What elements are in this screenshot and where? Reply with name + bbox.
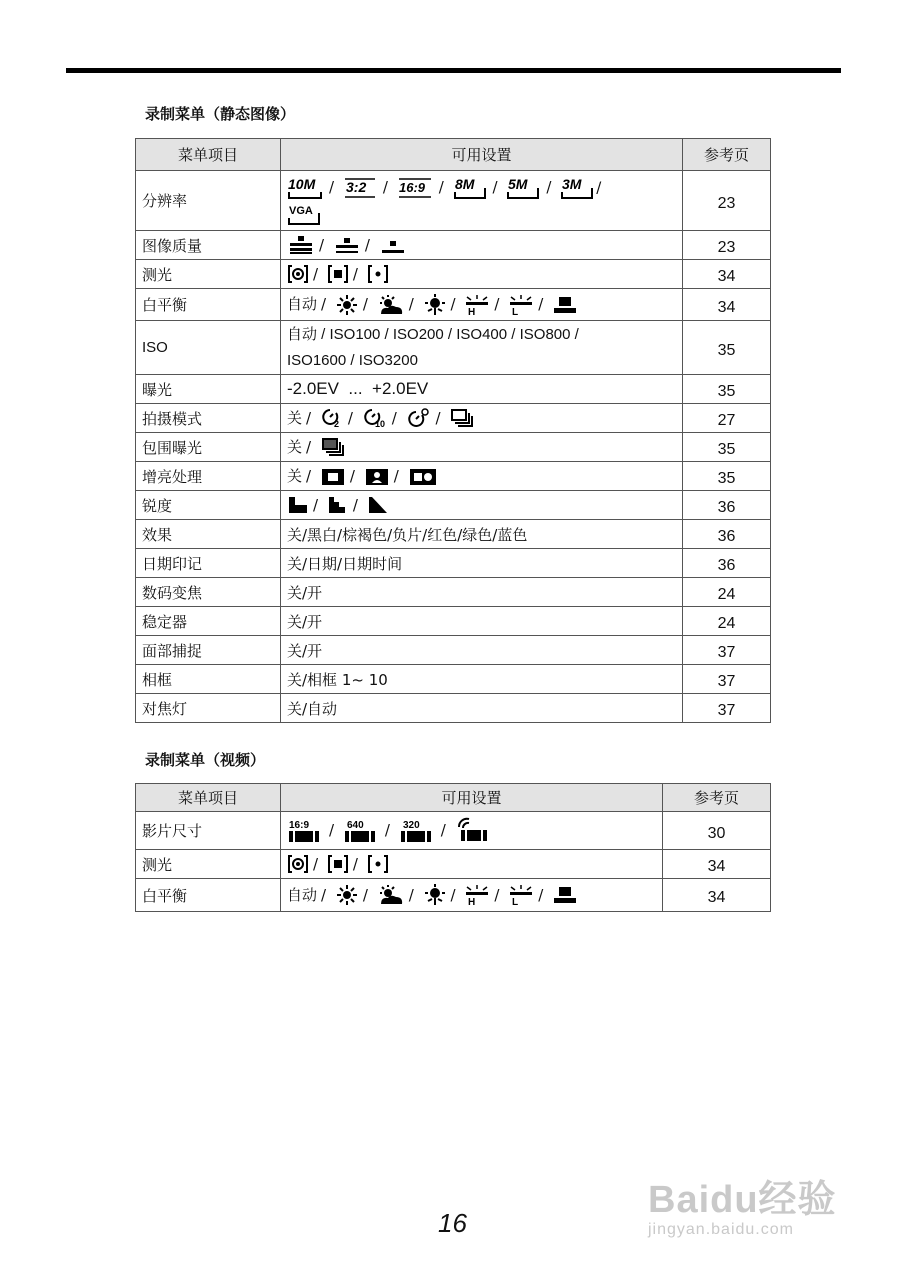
res-5m-icon <box>506 176 542 200</box>
wb-custom-icon <box>552 884 578 906</box>
page-ref: 37 <box>683 694 771 723</box>
res-label: 3M <box>562 175 582 192</box>
drive-off: 关 <box>287 408 303 427</box>
wb-fluorescent-l-icon <box>464 294 490 316</box>
wb-auto: 自动 <box>287 885 318 904</box>
table-row <box>136 636 771 665</box>
page-ref: 34 <box>663 850 771 879</box>
still-menu-table <box>135 138 771 723</box>
table-row <box>136 462 771 491</box>
page-ref: 34 <box>663 879 771 912</box>
movie-size-options: 16:9 / 640 / 320 / <box>281 812 663 850</box>
page-ref: 35 <box>683 433 771 462</box>
iso-options <box>281 321 683 375</box>
svg-text:2: 2 <box>333 419 339 430</box>
sharpness-normal-icon <box>327 495 349 515</box>
table-row <box>136 879 771 912</box>
enhance-options: 关 / / / <box>281 462 683 491</box>
item-name: 分辨率 <box>136 171 281 231</box>
section-title-video: 录制菜单（视频） <box>145 751 266 769</box>
page-ref: 36 <box>683 549 771 578</box>
wb-auto: 自动 <box>287 295 318 314</box>
table-row <box>136 578 771 607</box>
section-title-still: 录制菜单（静态图像） <box>145 105 296 123</box>
movie-640-icon <box>343 818 381 844</box>
table-row <box>136 433 771 462</box>
item-name: 数码变焦 <box>136 578 281 607</box>
table-row <box>136 520 771 549</box>
quality-superfine-icon <box>287 235 315 255</box>
wb-options: 自动 / / / / H / L / <box>281 289 683 321</box>
item-name: 曝光 <box>136 375 281 404</box>
enhance-frame-icon <box>320 467 346 487</box>
wb-fluorescent-l-icon <box>464 884 490 906</box>
res-label: VGA <box>289 204 313 217</box>
res-10m-icon <box>287 176 325 200</box>
res-vga-icon <box>287 200 325 226</box>
page-ref: 27 <box>683 404 771 433</box>
item-name: 拍摄模式 <box>136 404 281 433</box>
res-3m-icon <box>560 176 596 200</box>
table-row <box>136 549 771 578</box>
drive-options: 关 / 2 / 10 / / <box>281 404 683 433</box>
metering-multi-icon <box>287 264 309 284</box>
res-8m-icon <box>453 176 489 200</box>
res-label: 16:9 <box>398 179 425 195</box>
quality-fine-icon <box>333 235 361 255</box>
page-ref: 23 <box>683 171 771 231</box>
metering-spot-icon <box>367 854 389 874</box>
item-name: 日期印记 <box>136 549 281 578</box>
face-capture-options: 关/开 <box>281 636 683 665</box>
movie-size-label: 16:9 <box>289 819 310 831</box>
header-page: 参考页 <box>663 784 771 812</box>
table-row <box>136 231 771 260</box>
bracket-options: 关 / <box>281 433 683 462</box>
stabilizer-options: 关/开 <box>281 607 683 636</box>
enhance-scene-icon <box>408 467 438 487</box>
item-name: 效果 <box>136 520 281 549</box>
resolution-options: 10M / 3:2 / 16:9 / 8M / 5M / 3M / VGA <box>281 171 683 231</box>
res-3-2-icon <box>343 176 379 200</box>
page-ref: 23 <box>683 231 771 260</box>
item-name: 稳定器 <box>136 607 281 636</box>
page-ref: 36 <box>683 491 771 520</box>
wb-cloudy-icon <box>377 884 405 906</box>
iso-line-1: 自动 / ISO100 / ISO200 / ISO400 / ISO800 / <box>287 325 579 343</box>
sharpness-soft-icon <box>287 495 309 515</box>
timer-2s-icon <box>320 407 344 429</box>
table-header <box>136 784 771 812</box>
metering-center-icon <box>327 854 349 874</box>
table-row <box>136 289 771 321</box>
table-row <box>136 607 771 636</box>
item-name: 包围曝光 <box>136 433 281 462</box>
metering-center-icon <box>327 264 349 284</box>
table-row <box>136 375 771 404</box>
wb-daylight-icon <box>335 884 359 906</box>
digital-zoom-options: 关/开 <box>281 578 683 607</box>
movie-wireless-icon <box>455 817 493 845</box>
video-metering-options: / / <box>281 850 663 879</box>
page-ref: 35 <box>683 321 771 375</box>
bracket-off: 关 <box>287 437 303 456</box>
af-lamp-options: 关/自动 <box>281 694 683 723</box>
quality-options: / / <box>281 231 683 260</box>
svg-text:10: 10 <box>374 419 385 430</box>
table-row <box>136 665 771 694</box>
item-name: 锐度 <box>136 491 281 520</box>
auto-bracket-icon <box>320 436 346 458</box>
item-name: ISO <box>136 321 281 375</box>
table-row <box>136 491 771 520</box>
res-16-9-icon <box>397 176 435 200</box>
metering-options: / / <box>281 260 683 289</box>
svg-text:L: L <box>512 306 519 316</box>
header-settings: 可用设置 <box>281 784 663 812</box>
item-name: 图像质量 <box>136 231 281 260</box>
wb-fluorescent-h-icon <box>423 884 447 906</box>
page-ref: 24 <box>683 578 771 607</box>
page-ref: 36 <box>683 520 771 549</box>
timer-double-icon <box>406 407 432 429</box>
frame-options: 关/相框 1~ 10 <box>281 665 683 694</box>
table-row <box>136 260 771 289</box>
enhance-off: 关 <box>287 467 303 486</box>
page-ref: 35 <box>683 462 771 491</box>
effect-options: 关/黑白/棕褐色/负片/红色/绿色/蓝色 <box>281 520 683 549</box>
wb-daylight-icon <box>335 294 359 316</box>
metering-spot-icon <box>367 264 389 284</box>
movie-320-icon <box>399 818 437 844</box>
svg-text:H: H <box>468 306 476 316</box>
movie-size-label: 640 <box>346 819 364 831</box>
header-item: 菜单项目 <box>136 139 281 171</box>
quality-normal-icon <box>379 235 407 255</box>
header-item: 菜单项目 <box>136 784 281 812</box>
date-stamp-options: 关/日期/日期时间 <box>281 549 683 578</box>
watermark-url: jingyan.baidu.com <box>648 1221 794 1238</box>
video-wb-options: 自动 / / / / H / L / <box>281 879 663 912</box>
item-name: 增亮处理 <box>136 462 281 491</box>
video-menu-table <box>135 783 771 912</box>
table-row <box>136 850 771 879</box>
res-label: 10M <box>288 175 316 192</box>
header-settings: 可用设置 <box>281 139 683 171</box>
page-ref: 37 <box>683 636 771 665</box>
enhance-person-icon <box>364 467 390 487</box>
page-ref: 24 <box>683 607 771 636</box>
item-name: 白平衡 <box>136 289 281 321</box>
item-name: 测光 <box>136 850 281 879</box>
res-label: 5M <box>508 175 528 192</box>
res-label: 3:2 <box>345 178 367 195</box>
page-ref: 30 <box>663 812 771 850</box>
sharpness-vivid-icon <box>367 495 389 515</box>
svg-text:L: L <box>512 897 519 907</box>
wb-tungsten-icon <box>508 884 534 906</box>
table-row <box>136 404 771 433</box>
wb-custom-icon <box>552 294 578 316</box>
iso-line-2: ISO1600 / ISO3200 <box>287 351 418 369</box>
page-ref: 34 <box>683 289 771 321</box>
movie-size-label: 320 <box>402 819 420 831</box>
page-number: 16 <box>438 1208 467 1238</box>
table-row <box>136 171 771 231</box>
sharpness-options: / / <box>281 491 683 520</box>
item-name: 测光 <box>136 260 281 289</box>
item-name: 相框 <box>136 665 281 694</box>
page-ref: 37 <box>683 665 771 694</box>
item-name: 面部捕捉 <box>136 636 281 665</box>
timer-10s-icon <box>362 407 388 429</box>
continuous-shot-icon <box>449 407 475 429</box>
watermark-brand: Baidu经验 <box>648 1179 837 1221</box>
exposure-range: -2.0EV ... +2.0EV <box>281 375 683 404</box>
header-page: 参考页 <box>683 139 771 171</box>
wb-tungsten-icon <box>508 294 534 316</box>
table-header <box>136 139 771 171</box>
wb-fluorescent-h-icon <box>423 294 447 316</box>
wb-cloudy-icon <box>377 294 405 316</box>
table-row <box>136 694 771 723</box>
movie-16-9-icon <box>287 818 325 844</box>
table-row <box>136 812 771 850</box>
item-name: 对焦灯 <box>136 694 281 723</box>
top-rule <box>66 68 841 73</box>
res-label: 8M <box>454 175 474 192</box>
item-name: 白平衡 <box>136 879 281 912</box>
metering-multi-icon <box>287 854 309 874</box>
page-ref: 35 <box>683 375 771 404</box>
table-row <box>136 321 771 375</box>
page-ref: 34 <box>683 260 771 289</box>
svg-text:H: H <box>468 897 476 907</box>
item-name: 影片尺寸 <box>136 812 281 850</box>
